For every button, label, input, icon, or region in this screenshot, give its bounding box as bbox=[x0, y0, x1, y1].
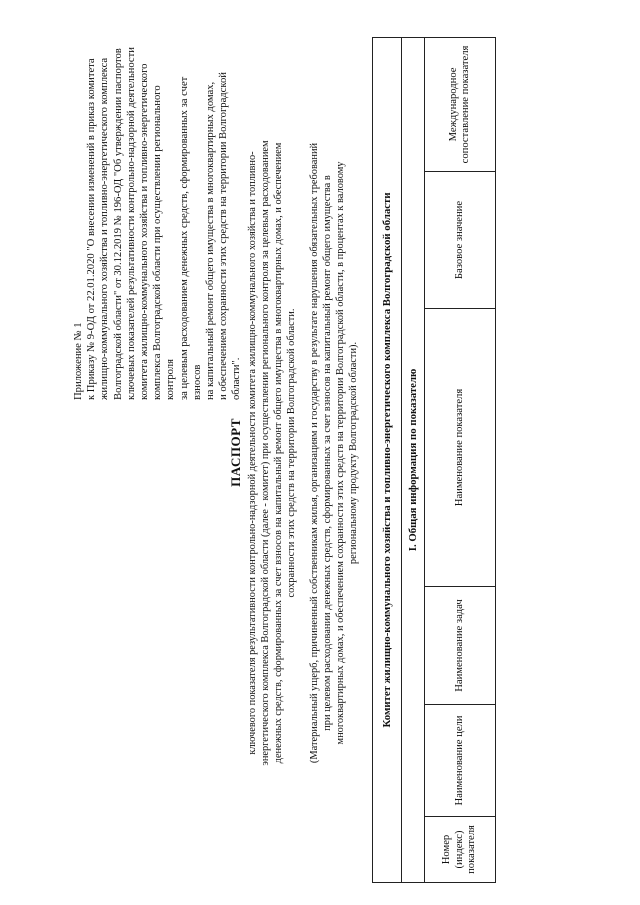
appendix-line: комитета жилищно-коммунального хозяйства и топливно-энергетического bbox=[139, 63, 151, 400]
subject-line: энергетического комплекса Волгоградской области (далее - комитет) при осуществлении регионального контроля за целевым расходованием bbox=[260, 140, 271, 766]
appendix-line: ключевых показателей результативности контрольно-надзорной деятельности bbox=[125, 47, 137, 400]
document-title: ПАСПОРТ bbox=[228, 418, 243, 487]
subject-line: ключевого показателя результативности контрольно-надзорной деятельности комитета жилищно-коммунального хозяйства и топливно- bbox=[247, 151, 258, 755]
header-cell-tasks: Наименование задач bbox=[425, 587, 496, 705]
passport-subject bbox=[246, 53, 298, 853]
table-row bbox=[402, 37, 425, 882]
appendix-line: на капитальный ремонт общего имущества в многоквартирных домах, bbox=[205, 81, 217, 400]
appendix-line: и обеспечением сохранности этих средств на территории Волгоградской области". bbox=[218, 72, 243, 400]
section-heading-cell: I. Общая информация по показателю bbox=[402, 37, 425, 882]
description-line: многоквартирных домах, и обеспечением сохранности этих средств на территории Волгоградской области, в процентах к валовому bbox=[335, 161, 346, 745]
passport-table bbox=[372, 37, 496, 883]
subject-line: сохранности этих средств на территории Волгоградской области. bbox=[286, 308, 297, 598]
header-cell-international-comparison: Международное сопоставление показателя bbox=[425, 37, 496, 171]
header-cell-index: Номер (индекс) показателя bbox=[425, 817, 496, 883]
description-line: (Материальный ущерб, причиненный собственникам жилья, организациям и государству в результате нарушения обязательных требований bbox=[309, 142, 320, 764]
header-cell-base-value: Базовое значение bbox=[425, 172, 496, 309]
appendix-line: Волгоградской области" от 30.12.2019 № 196-ОД "Об утверждении паспортов bbox=[112, 48, 124, 400]
table-row bbox=[373, 37, 402, 882]
header-cell-goal: Наименование цели bbox=[425, 705, 496, 817]
description-line: при целевом расходовании денежных средств, сформированных за счет взносов на капитальный ремонт общего имущества в bbox=[322, 175, 333, 731]
subject-line: денежных средств, сформированных за счет взносов на капитальный ремонт общего имущества в многоквартирных домах, и обеспечением bbox=[273, 142, 284, 764]
appendix-line: к Приказу № 9-ОД от 22.01.2020 "О внесении изменений в приказ комитета bbox=[86, 58, 98, 400]
appendix-line: жилищно-коммунального хозяйства и топливно-энергетического комплекса bbox=[99, 57, 111, 400]
header-cell-indicator-name: Наименование показателя bbox=[425, 309, 496, 587]
appendix-note bbox=[72, 45, 244, 400]
appendix-line: за целевым расходованием денежных средств, сформированных за счет взносов bbox=[178, 76, 203, 400]
table-header-row bbox=[425, 37, 496, 882]
indicator-description bbox=[308, 53, 360, 853]
description-line: региональному продукту Волгоградской области). bbox=[348, 341, 359, 565]
appendix-line: комплекса Волгоградской области при осуществлении регионального контроля bbox=[152, 85, 177, 400]
committee-name-cell: Комитет жилищно-коммунального хозяйства и топливно-энергетического комплекса Волгоградской области bbox=[373, 37, 402, 882]
appendix-line: Приложение № 1 bbox=[73, 322, 84, 400]
